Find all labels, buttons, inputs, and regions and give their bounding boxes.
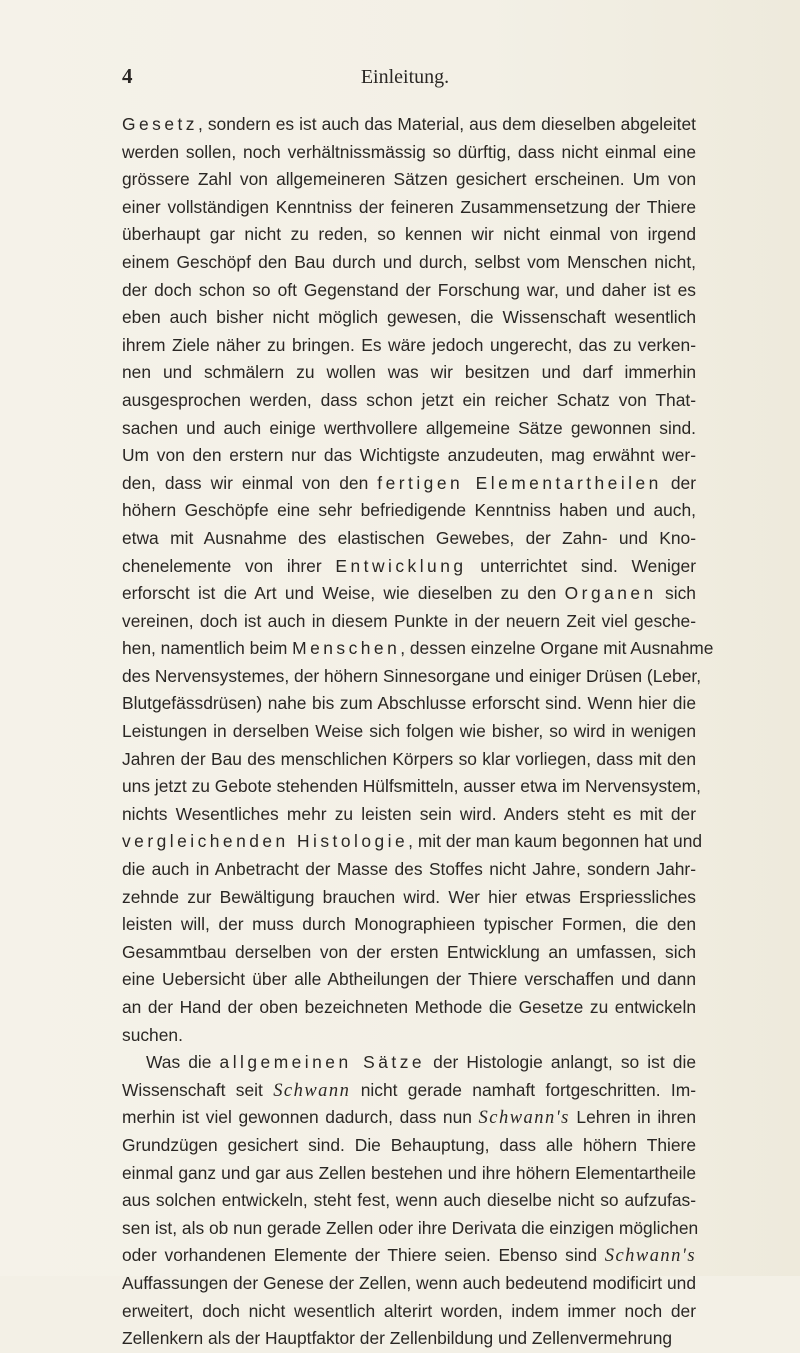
text-line: [122, 442, 696, 470]
text-line: [122, 911, 696, 939]
emphasized-text: Schwann's: [604, 1246, 696, 1267]
text-line: [122, 470, 696, 498]
text-line: [122, 718, 696, 746]
text-line: [122, 1242, 696, 1270]
text-segment: Was die: [146, 1052, 220, 1073]
text-line: [122, 1132, 696, 1160]
text-line: [122, 111, 696, 139]
text-segment: Zellenkern als der Hauptfaktor der Zellenbildung und Zellenvermehrung: [122, 1328, 673, 1349]
text-line: [122, 139, 696, 167]
text-segment: die auch in Anbetracht der Masse des Stoffes nicht Jahre, sondern Jahr-: [122, 859, 696, 880]
text-segment: uns jetzt zu Gebote stehenden Hülfsmitteln, ausser etwa im Nervensystem,: [122, 776, 701, 797]
text-segment: merhin ist viel gewonnen dadurch, dass nun: [122, 1107, 479, 1128]
text-segment: suchen.: [122, 1024, 183, 1045]
text-line: [122, 277, 696, 305]
text-segment: Lehren in ihren: [569, 1107, 696, 1128]
text-segment: oder vorhandenen Elemente der Thiere seien. Ebenso sind: [122, 1245, 605, 1266]
text-line: [122, 387, 696, 415]
text-segment: ihrem Ziele näher zu bringen. Es wäre jedoch ungerecht, das zu verken-: [122, 334, 696, 355]
text-segment: Auffassungen der Genese der Zellen, wenn auch bedeutend modificirt und: [122, 1272, 696, 1293]
text-line: [122, 525, 696, 553]
text-segment: zehnde zur Bewältigung brauchen wird. Wer hier etwas Erspriessliches: [122, 886, 696, 907]
section-title: Einleitung.: [360, 66, 450, 88]
text-line: [122, 580, 696, 608]
text-line: [122, 166, 696, 194]
running-head: [122, 64, 688, 88]
text-segment: eben auch bisher nicht möglich gewesen, die Wissenschaft wesentlich: [122, 307, 696, 328]
emphasized-text: Entwicklung: [335, 555, 467, 576]
emphasized-text: Gesetz: [122, 114, 198, 134]
text-line: [122, 966, 696, 994]
emphasized-text: Schwann's: [478, 1108, 570, 1129]
text-segment: erforscht ist die Art und Weise, wie dieselben zu den: [122, 583, 565, 604]
text-line: [122, 1022, 696, 1050]
text-line: [122, 194, 696, 222]
text-segment: erweitert, doch nicht wesentlich alterirt worden, indem immer noch der: [122, 1300, 696, 1321]
text-line: [122, 553, 696, 581]
text-segment: sachen und auch einige werthvollere allgemeine Sätze gewonnen sind.: [122, 417, 696, 438]
text-segment: den, dass wir einmal von den: [122, 472, 378, 493]
emphasized-text: allgemeinen Sätze: [219, 1052, 426, 1073]
text-segment: an der Hand der oben bezeichneten Methode die Gesetze zu entwickeln: [122, 997, 696, 1017]
text-segment: Blutgefässdrüsen) nahe bis zum Abschlusse erforscht sind. Wenn hier die: [122, 693, 696, 714]
text-line: [122, 939, 696, 967]
text-segment: nen und schmälern zu wollen was wir besitzen und darf immerhin: [122, 362, 696, 383]
emphasized-text: Schwann: [273, 1080, 351, 1101]
text-line: [122, 1077, 696, 1105]
emphasized-text: vergleichenden Histologie: [122, 831, 409, 852]
text-line: [122, 415, 696, 443]
text-segment: höhern Geschöpfe eine sehr befriedigende Kenntniss haben und auch,: [122, 500, 696, 521]
text-line: [122, 1187, 696, 1215]
text-segment: Um von den erstern nur das Wichtigste anzudeuten, mag erwähnt wer-: [122, 445, 696, 466]
body-text: [122, 111, 714, 1353]
text-line: [122, 332, 696, 360]
text-line: [122, 663, 702, 691]
text-segment: hen, namentlich beim: [122, 638, 293, 659]
text-line: [122, 497, 696, 525]
text-line: [122, 1215, 699, 1243]
emphasized-text: Organen: [564, 583, 657, 604]
text-segment: Leistungen in derselben Weise sich folgen wie bisher, so wird in wenigen: [122, 721, 696, 742]
text-line: [122, 1325, 696, 1353]
text-segment: unterrichtet sind. Weniger: [466, 555, 697, 576]
text-segment: ausgesprochen werden, dass schon jetzt ein reicher Schatz von That-: [122, 389, 696, 410]
text-line: [122, 856, 696, 884]
text-line: [122, 1049, 696, 1077]
text-segment: , dessen einzelne Organe mit Ausnahme: [400, 638, 714, 659]
text-line: [122, 1160, 696, 1188]
text-segment: der Histologie anlangt, so ist die: [425, 1052, 696, 1073]
text-line: [122, 773, 701, 801]
text-line: [122, 635, 714, 663]
text-segment: , mit der man kaum begonnen hat und: [408, 831, 703, 852]
text-line: [122, 359, 696, 387]
text-segment: einmal ganz und gar aus Zellen bestehen und ihre höhern Elementartheile: [122, 1162, 696, 1183]
text-segment: chenelemente von ihrer: [122, 555, 336, 576]
text-line: [122, 801, 696, 829]
text-segment: leisten will, der muss durch Monographieen typischer Formen, die den: [122, 914, 696, 935]
text-line: [122, 1104, 696, 1132]
text-segment: Wissenschaft seit: [122, 1079, 274, 1100]
text-line: [122, 746, 696, 774]
text-segment: aus solchen entwickeln, steht fest, wenn auch dieselbe nicht so aufzufas-: [122, 1190, 696, 1211]
text-segment: vereinen, doch ist auch in diesem Punkte in der neuern Zeit viel gesche-: [122, 610, 696, 631]
text-segment: einer vollständigen Kenntniss der feineren Zusammensetzung der Thiere: [122, 196, 696, 217]
text-line: [122, 608, 696, 636]
page-number: 4: [122, 64, 133, 88]
text-line: [122, 994, 696, 1022]
text-segment: einem Geschöpf den Bau durch und durch, selbst vom Menschen nicht,: [122, 251, 696, 272]
text-segment: nicht gerade namhaft fortgeschritten. Im-: [350, 1079, 696, 1100]
text-line: [122, 1298, 696, 1326]
text-line: [122, 690, 696, 718]
emphasized-text: Menschen: [292, 638, 401, 659]
text-segment: werden sollen, noch verhältnissmässig so dürftig, dass nicht einmal eine: [122, 141, 696, 162]
text-segment: , sondern es ist auch das Material, aus dem dieselben abgeleitet: [197, 114, 696, 134]
text-segment: etwa mit Ausnahme des elastischen Gewebes, der Zahn- und Kno-: [122, 527, 696, 548]
text-line: [122, 884, 696, 912]
text-segment: der: [661, 472, 696, 493]
text-line: [122, 828, 703, 856]
text-segment: des Nervensystemes, der höhern Sinnesorgane und einiger Drüsen (Leber,: [122, 665, 702, 686]
text-line: [122, 304, 696, 332]
text-segment: sen ist, als ob nun gerade Zellen oder ihre Derivata die einzigen möglichen: [122, 1217, 699, 1238]
text-segment: der doch schon so oft Gegenstand der Forschung war, und daher ist es: [122, 279, 696, 300]
text-segment: sich: [656, 583, 696, 604]
text-segment: nichts Wesentliches mehr zu leisten sein wird. Anders steht es mit der: [122, 803, 696, 824]
text-segment: eine Uebersicht über alle Abtheilungen der Thiere verschaffen und dann: [122, 969, 696, 990]
text-line: [122, 221, 696, 249]
text-segment: Grundzügen gesichert sind. Die Behauptung, dass alle höhern Thiere: [122, 1134, 696, 1155]
emphasized-text: fertigen Elementartheilen: [377, 472, 662, 493]
text-segment: Gesammtbau derselben von der ersten Entwicklung an umfassen, sich: [122, 941, 696, 962]
text-segment: überhaupt gar nicht zu reden, so kennen wir nicht einmal von irgend: [122, 224, 696, 245]
text-line: [122, 249, 696, 277]
text-line: [122, 1270, 696, 1298]
text-segment: grössere Zahl von allgemeineren Sätzen gesichert erscheinen. Um von: [122, 169, 696, 190]
text-segment: Jahren der Bau des menschlichen Körpers so klar vorliegen, dass mit den: [122, 748, 696, 769]
